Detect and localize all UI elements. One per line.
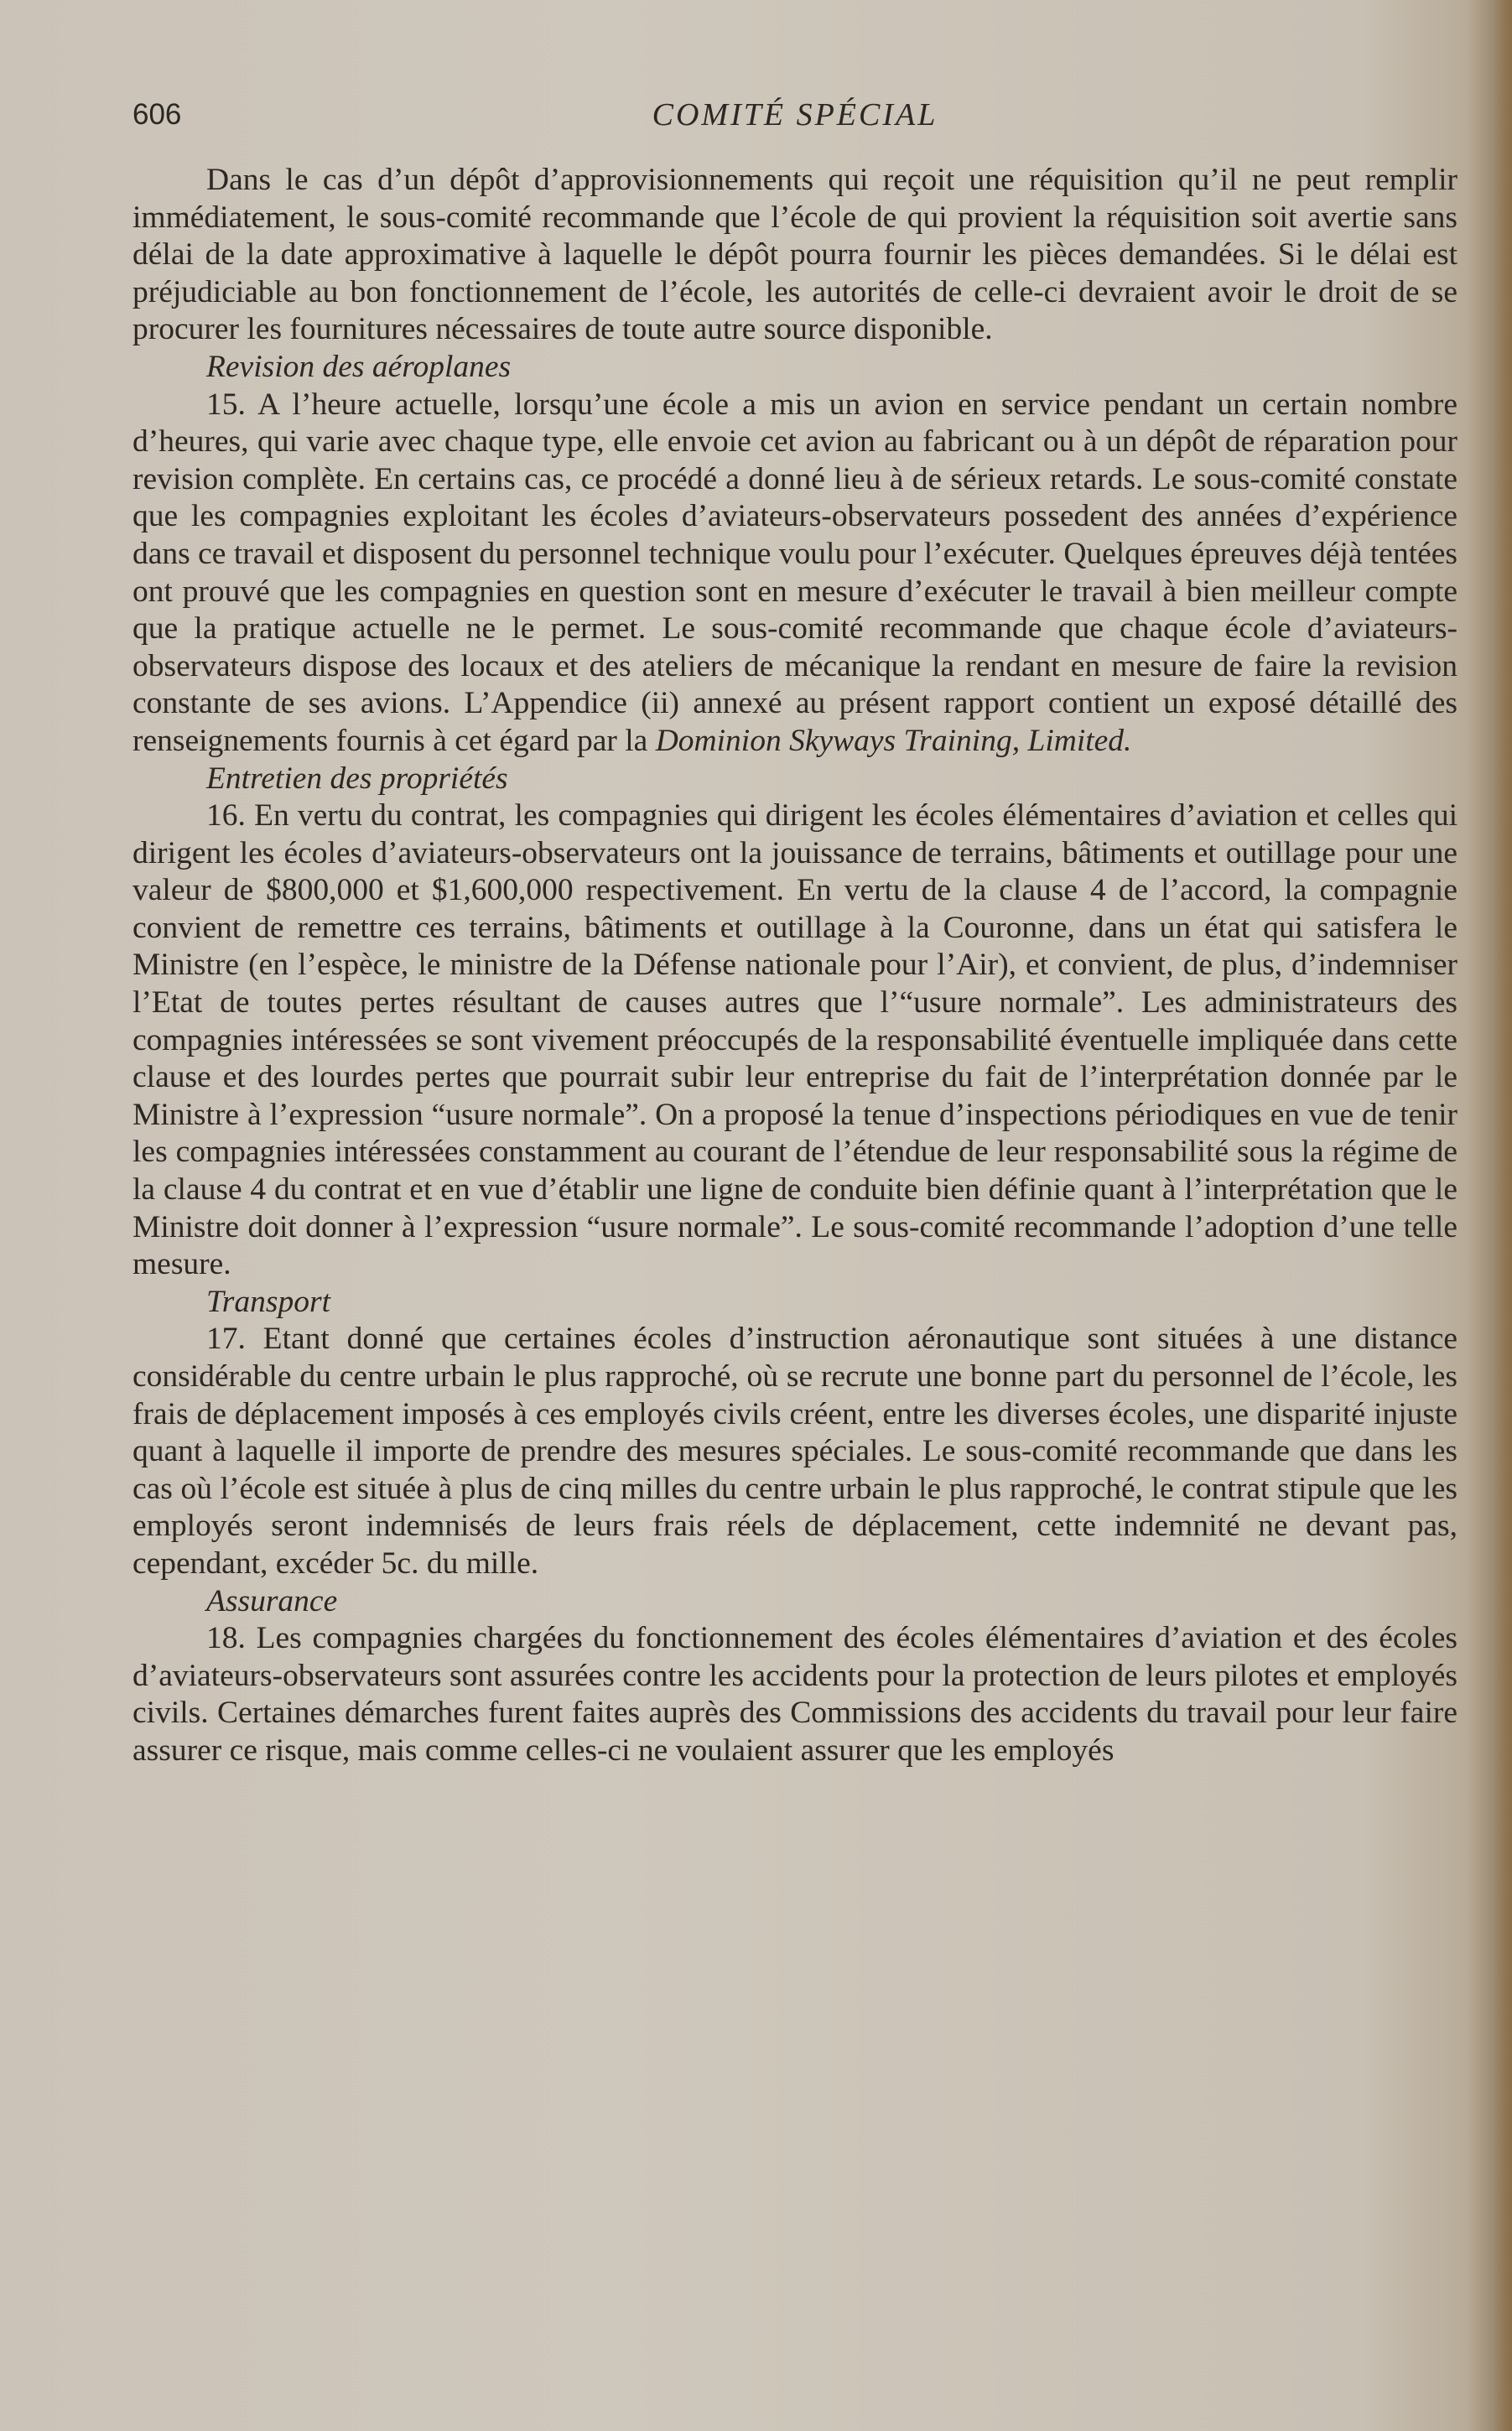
section-title-assurance: Assurance <box>206 1583 338 1618</box>
page-body <box>132 162 1457 1770</box>
section-title-entretien: Entretien des propriétés <box>206 761 508 796</box>
page-edge-shadow <box>1494 0 1512 2431</box>
page-header <box>132 94 1457 144</box>
paragraph-15 <box>132 387 1457 761</box>
paragraph-18: 18. Les compagnies chargées du fonctionnement des écoles élémentaires d’aviation et des écoles d’aviateurs-observateurs sont assurées contre les accidents pour la protection de leurs pilotes et employés civils. Certaines démarches furent faites auprès des Commissions des accidents du travail pour leur faire assurer ce risque, mais comme celles-ci ne voulaient assurer que les employés <box>132 1621 1457 1768</box>
company-name: Dominion Skyways Training, Limited. <box>655 723 1132 758</box>
section-title-revision: Revision des aéroplanes <box>206 349 512 384</box>
section-assurance <box>132 1583 1457 1770</box>
page-number: 606 <box>132 98 182 131</box>
paragraph-17: 17. Etant donné que certaines écoles d’instruction aéronautique sont situées à une distance considérable du centre urbain le plus rapproché, où se recrute une bonne part du personnel de l’école, les frais de déplacement imposés à ces employés civils créent, entre les diverses écoles, une disparité injuste quant à laquelle il importe de prendre des mesures spéciales. Le sous-comité recommande que dans les cas où l’école est située à plus de cinq milles du centre urbain le plus rapproché, le contrat stipule que les employés seront indemnisés de leurs frais réels de déplacement, cette indemnité ne devant pas, cependant, excéder 5c. du mille. <box>132 1322 1457 1581</box>
section-revision <box>132 349 1457 761</box>
section-transport <box>132 1284 1457 1583</box>
running-head: COMITÉ SPÉCIAL <box>652 97 938 132</box>
intro-paragraph: Dans le cas d’un dépôt d’approvisionnements qui reçoit une réquisition qu’il ne peut remplir immédiatement, le sous-comité recommande que l’école de qui provient la réquisition soit avertie sans délai de la date approximative à laquelle le dépôt pourra fournir les pièces demandées. Si le délai est préjudiciable au bon fonctionnement de l’école, les autorités de celle-ci devraient avoir le droit de se procurer les fournitures nécessaires de toute autre source disponible. <box>132 163 1457 347</box>
paragraph-15-text: 15. A l’heure actuelle, lorsqu’une école a mis un avion en service pendant un certain nombre d’heures, qui varie avec chaque type, elle envoie cet avion au fabricant ou à un dépôt de réparation pour revision complète. En certains cas, ce procédé a donné lieu à de sérieux retards. Le sous-comité constate que les compagnies exploitant les écoles d’aviateurs-observateurs possedent des années d’expérience dans ce travail et disposent du personnel technique voulu pour l’exécuter. Quelques épreuves déjà tentées ont prouvé que les compagnies en question sont en mesure d’exécuter le travail à bien meilleur compte que la pratique actuelle ne le permet. Le sous-comité recommande que chaque école d’aviateurs-observateurs dispose des locaux et des ateliers de mécanique la rendant en mesure de faire la revision constante de ses avions. L’Appendice (ii) annexé au présent rapport contient un exposé détaillé des renseignements fournis à cet égard par la <box>132 387 1457 758</box>
section-entretien <box>132 761 1457 1284</box>
section-title-transport: Transport <box>206 1284 330 1319</box>
paragraph-16: 16. En vertu du contrat, les compagnies qui dirigent les écoles élémentaires d’aviation et celles qui dirigent les écoles d’aviateurs-observateurs ont la jouissance de terrains, bâtiments et outillage pour une valeur de $800,000 et $1,600,000 respectivement. En vertu de la clause 4 de l’accord, la compagnie convient de remettre ces terrains, bâtiments et outillage à la Couronne, dans un état qui satisfera le Ministre (en l’espèce, le ministre de la Défense nationale pour l’Air), et convient, de plus, d’indemniser l’Etat de toutes pertes résultant de causes autres que l’“usure normale”. Les administrateurs des compagnies intéressées se sont vivement préoccupés de la responsabilité éventuelle impliquée dans cette clause et des lourdes pertes que pourrait subir leur entreprise du fait de l’interprétation donnée par le Ministre à l’expression “usure normale”. On a proposé la tenue d’inspections périodiques en vue de tenir les compagnies intéressées constamment au courant de l’étendue de leur responsabilité sous la régime de la clause 4 du contrat et en vue d’établir une ligne de conduite bien définie quant à l’interprétation que le Ministre doit donner à l’expression “usure normale”. Le sous-comité recommande l’adoption d’une telle mesure. <box>132 798 1457 1282</box>
